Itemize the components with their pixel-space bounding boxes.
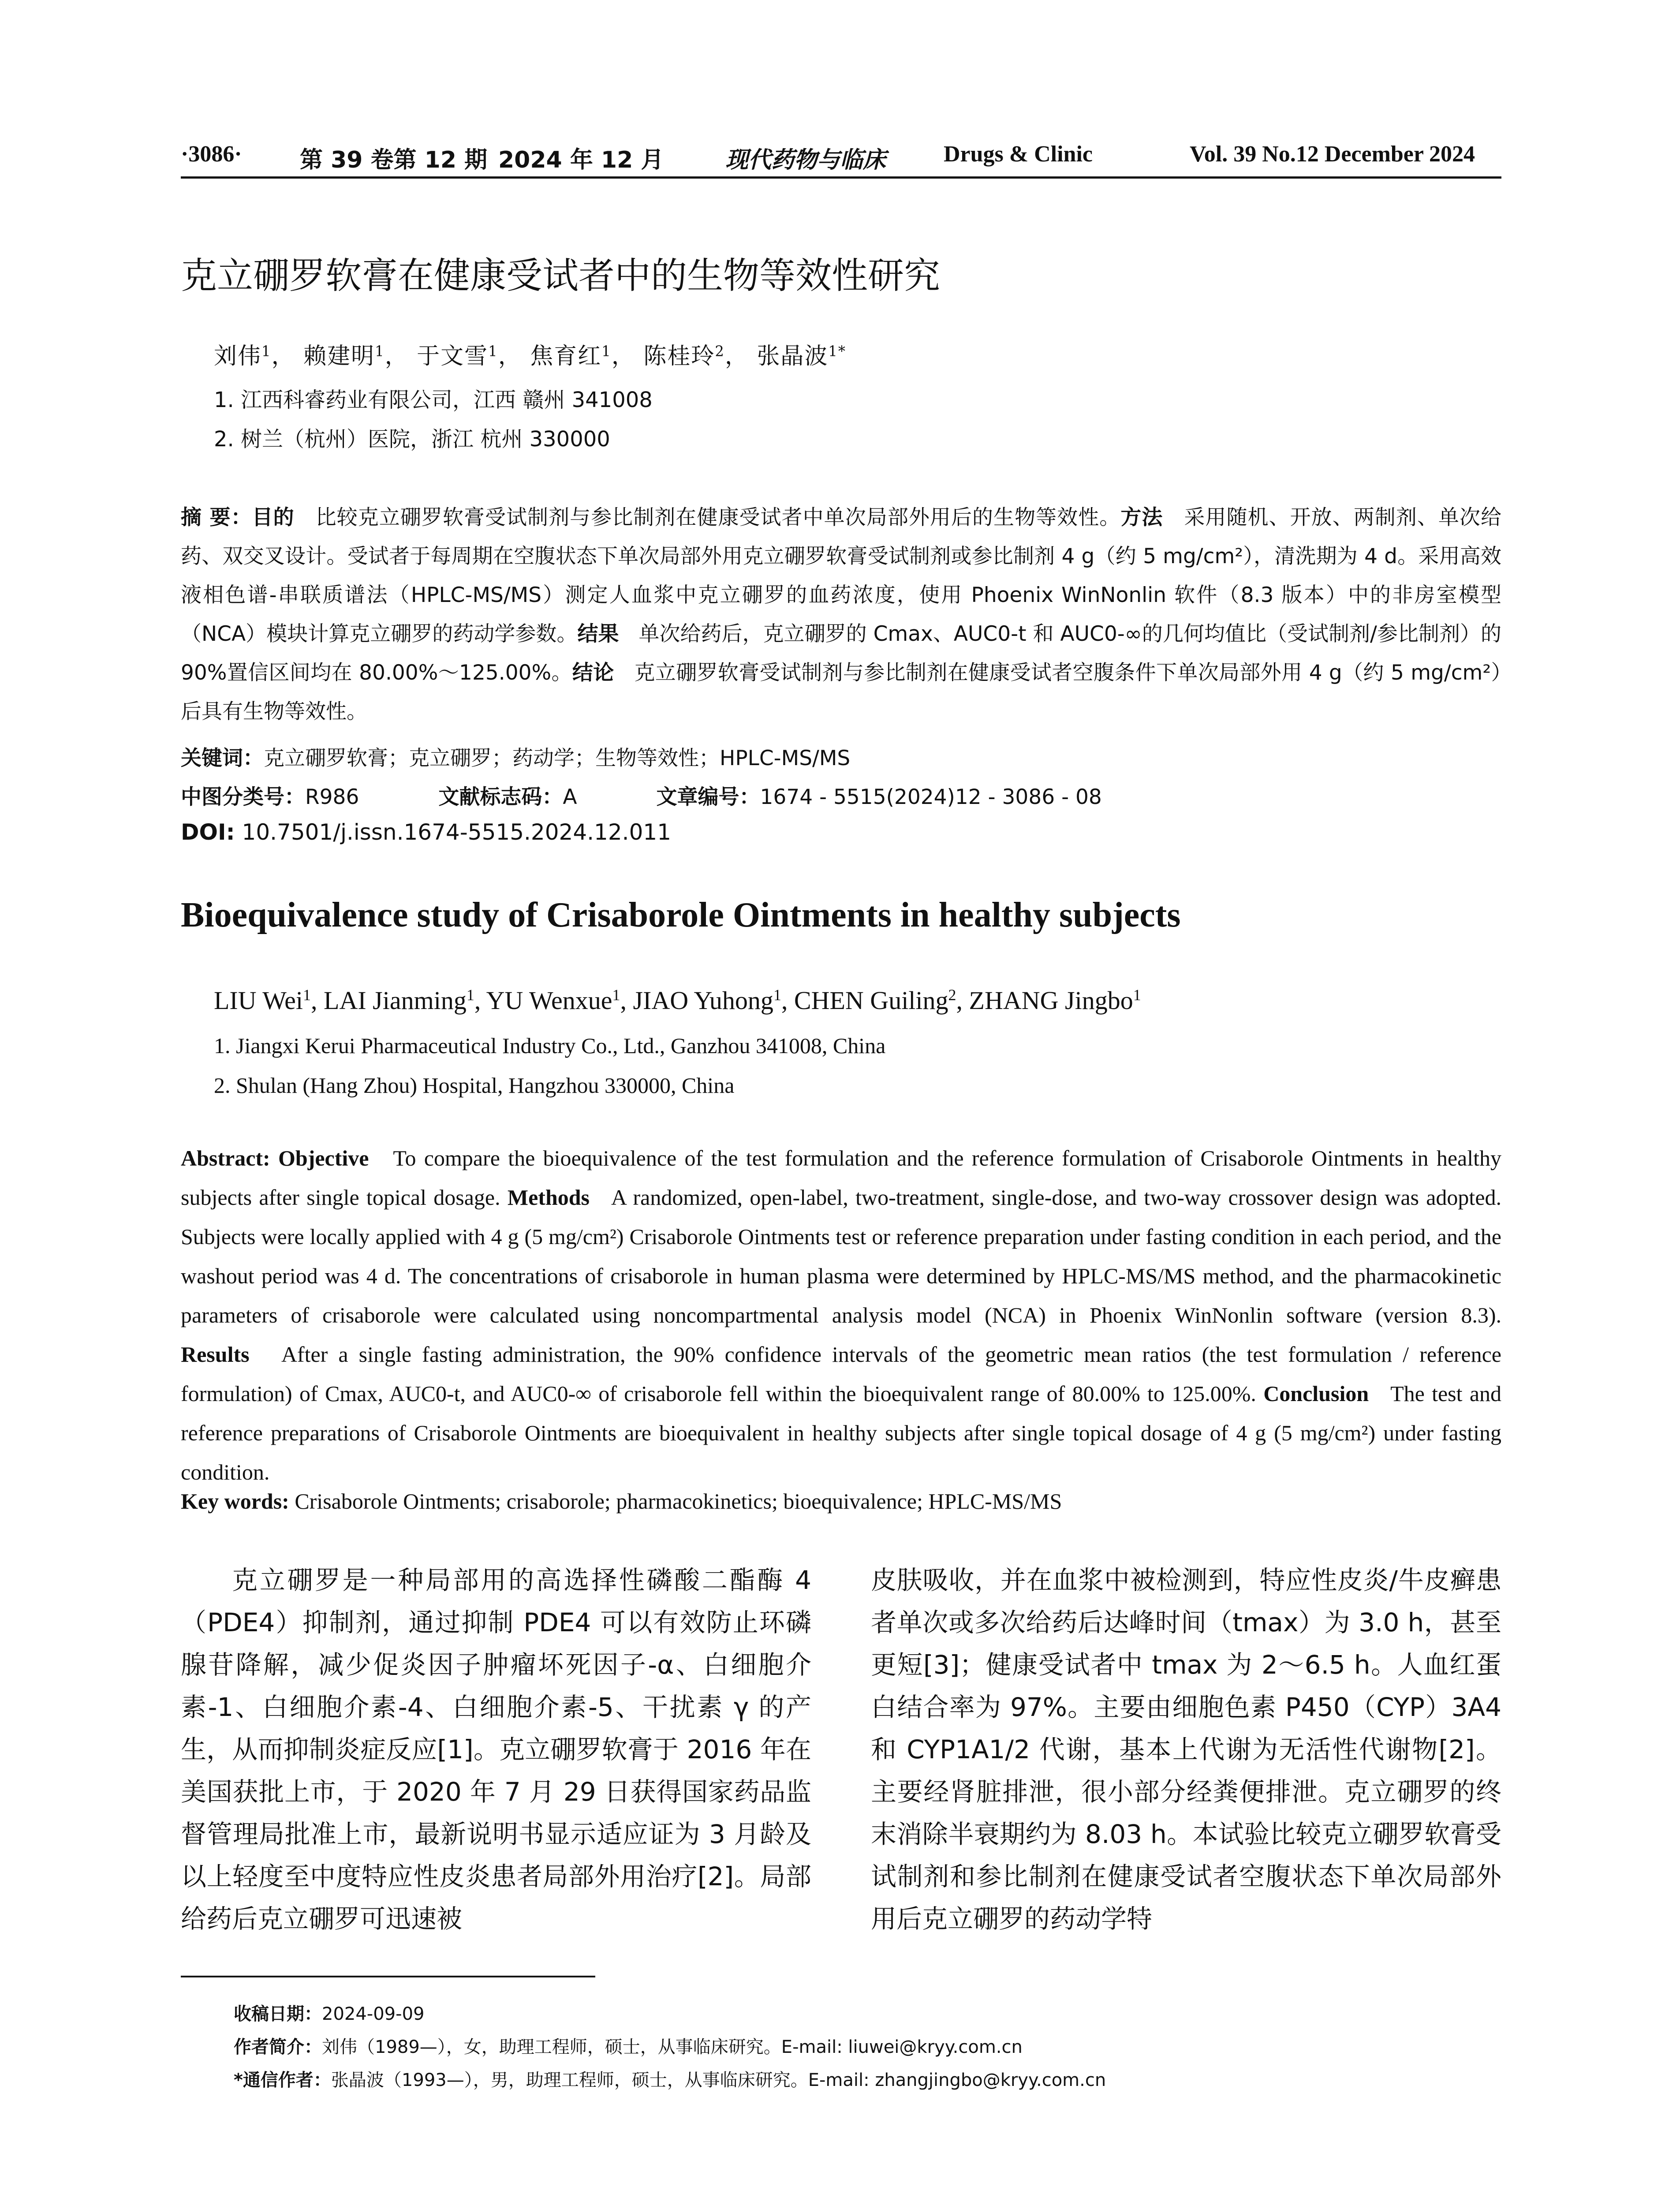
affiliation-cn-1: 1. 江西科睿药业有限公司，江西 赣州 341008 — [214, 388, 653, 412]
title-cn: 克立硼罗软膏在健康受试者中的生物等效性研究 — [181, 255, 941, 297]
date-cn: 2024 年 12 月 — [498, 147, 664, 173]
abstract-en-results: After a single fasting administration, the 90% confidence intervals of the geometric mean ratios (the test formulation / reference formulation) of Cmax, AUC0-t, and AUC0-∞ of crisaborole fell within the bioequivalent range of 80.00% to 125.00%. — [181, 1342, 1501, 1406]
doc-label: 文献标志码： — [438, 785, 563, 809]
abstract-results: 单次给药后，克立硼罗的 Cmax、AUC0-t 和 AUC0-∞的几何均值比（受试制剂/参比制剂）的 90%置信区间均在 80.00%～125.00%。 — [181, 622, 1502, 685]
abstract-methods: 采用随机、开放、两制剂、单次给药、双交叉设计。受试者于每周期在空腹状态下单次局部外用克立硼罗软膏受试制剂或参比制剂 4 g（约 5 mg/cm²），清洗期为 4 d。采用高效液相色谱-串联质谱法（HPLC-MS/MS）测定人血浆中克立硼罗的血药浓度，使用 Phoenix WinNonlin 软件（8.3 版本）中的非房室模型（NCA）模块计算克立硼罗的药动学参数。 — [181, 505, 1502, 646]
affiliation-cn-2: 2. 树兰（杭州）医院，浙江 杭州 330000 — [214, 427, 610, 452]
footnote-received — [234, 2000, 424, 2025]
footnote-author-bio — [234, 2033, 1023, 2058]
author-cn: 刘伟 — [214, 343, 262, 370]
authors-cn: 刘伟$^1$， 赖建明$^1$， 于文雪$^1$， 焦育红$^1$， 陈桂玲$^2$， 张晶波$^{1*}$ — [214, 343, 847, 370]
keywords-en-label: Key words: — [181, 1489, 289, 1514]
doi-line — [181, 819, 671, 845]
author-cn: 张晶波 — [757, 343, 829, 370]
doi-value[interactable]: 10.7501/j.issn.1674-5515.2024.12.011 — [242, 819, 672, 845]
clc-label: 中图分类号： — [181, 785, 305, 809]
clc-value: R986 — [305, 785, 359, 809]
methods-en-label: Methods — [507, 1185, 590, 1210]
keywords-en — [181, 1488, 1062, 1514]
running-header — [181, 141, 1501, 181]
author-en: YU Wenxue — [486, 986, 612, 1015]
abstract-en-conclusion: The test and reference preparations of Crisaborole Ointments are bioequivalent in healthy subjects after single topical dosage of 4 g (5 mg/cm²) under fasting condition. — [181, 1381, 1502, 1484]
issue-en: Vol. 39 No.12 December 2024 — [1190, 142, 1475, 167]
abstract-label: 摘 要： — [181, 505, 252, 530]
footnote-text: 刘伟（1989—），女，助理工程师，硕士，从事临床研究。E-mail: liuwei@kryy.com.cn — [322, 2037, 1023, 2057]
author-en: LIU Wei — [214, 986, 303, 1015]
footnote-label: 作者简介： — [234, 2037, 322, 2057]
title-en: Bioequivalence study of Crisaborole Ointments in healthy subjects — [181, 896, 1181, 934]
author-en: ZHANG Jingbo — [969, 986, 1133, 1015]
keywords-text: 克立硼罗软膏；克立硼罗；药动学；生物等效性；HPLC-MS/MS — [264, 746, 851, 770]
footnote-rule — [181, 1976, 595, 1977]
results-en-label: Results — [181, 1342, 250, 1367]
footnote-label: *通信作者： — [234, 2070, 331, 2090]
affiliation-en-2: 2. Shulan (Hang Zhou) Hospital, Hangzhou 330000, China — [214, 1073, 735, 1098]
doi-label: DOI: — [181, 819, 235, 845]
footnote-corresponding — [234, 2066, 1106, 2091]
footnote-text: 2024-09-09 — [322, 2004, 425, 2024]
body-column-left: 克立硼罗是一种局部用的高选择性磷酸二酯酶 4（PDE4）抑制剂，通过抑制 PDE4 可以有效防止环磷腺苷降解，减少促炎因子肿瘤坏死因子-α、白细胞介素-1、白细胞介素-4、白细胞介素-5、干扰素 γ 的产生，从而抑制炎症反应[1]。克立硼罗软膏于 2016 年在美国获批上市，于 2020 年 7 月 29 日获得国家药品监督管理局批准上市，最新说明书显示适应证为 3 月龄及以上轻度至中度特应性皮炎患者局部外用治疗[2]。局部给药后克立硼罗可迅速被 — [181, 1565, 811, 1934]
doc-value: A — [563, 785, 577, 809]
abstract-objective: 比较克立硼罗软膏受试制剂与参比制剂在健康受试者中单次局部外用后的生物等效性。 — [315, 505, 1121, 530]
conclusion-label: 结论 — [572, 661, 614, 685]
keywords-cn — [181, 742, 850, 771]
keywords-en-text: Crisaborole Ointments; crisaborole; pharmacokinetics; bioequivalence; HPLC-MS/MS — [295, 1489, 1062, 1514]
abstract-cn — [181, 498, 1501, 731]
author-en: JIAO Yuhong — [633, 986, 773, 1015]
author-en: CHEN Guiling — [794, 986, 948, 1015]
affiliation-en-1: 1. Jiangxi Kerui Pharmaceutical Industry Co., Ltd., Ganzhou 341008, China — [214, 1033, 886, 1058]
abstract-en-objective: To compare the bioequivalence of the test formulation and the reference formulation of Crisaborole Ointments in healthy subjects after single topical dosage. — [181, 1146, 1502, 1210]
keywords-label: 关键词： — [181, 746, 264, 770]
abstract-en-methods: A randomized, open-label, two-treatment, single-dose, and two-way crossover design was adopted. Subjects were locally applied with 4 g (5 mg/cm²) Crisaborole Ointments test or reference preparation under fasting condition in each period, and the washout period was 4 d. The concentrations of crisaborole in human plasma were determined by HPLC-MS/MS method, and the pharmacokinetic parameters of crisaborole were calculated using noncompartmental analysis model (NCA) in Phoenix WinNonlin software (version 8.3). — [181, 1185, 1502, 1327]
results-label: 结果 — [577, 622, 619, 646]
issue-cn: 第 39 卷第 12 期 — [300, 147, 488, 173]
journal-en: Drugs & Clinic — [944, 142, 1093, 167]
author-cn: 陈桂玲 — [643, 343, 715, 370]
objective-label: 目的 — [252, 505, 295, 530]
header-rule — [181, 176, 1501, 179]
journal-cn: 现代药物与临床 — [725, 147, 886, 173]
article-value: 1674 - 5515(2024)12 - 3086 - 08 — [760, 785, 1102, 809]
classification-line — [181, 781, 1102, 810]
body-column-right: 皮肤吸收，并在血浆中被检测到，特应性皮炎/牛皮癣患者单次或多次给药后达峰时间（tmax）为 3.0 h，甚至更短[3]；健康受试者中 tmax 为 2～6.5 h。人血红蛋白结合率为 97%。主要由细胞色素 P450（CYP）3A4 和 CYP1A1/2 代谢，基本上代谢为无活性代谢物[2]。主要经肾脏排泄，很小部分经粪便排泄。克立硼罗的终末消除半衰期约为 8.03 h。本试验比较克立硼罗软膏受试制剂和参比制剂在健康受试者空腹状态下单次局部外用后克立硼罗的药动学特 — [871, 1565, 1501, 1934]
footnote-label: 收稿日期： — [234, 2004, 322, 2024]
authors-en: LIU Wei$^1$, LAI Jianming$^1$, YU Wenxue$^1$, JIAO Yuhong$^1$, CHEN Guiling$^2$, ZHANG Jingbo$^1$ — [214, 986, 1141, 1015]
author-cn: 于文雪 — [417, 343, 489, 370]
footnote-text: 张晶波（1993—），男，助理工程师，硕士，从事临床研究。E-mail: zhangjingbo@kryy.com.cn — [331, 2070, 1106, 2090]
abstract-en-label: Abstract: Objective — [181, 1146, 369, 1170]
page-number: ·3086· — [181, 142, 242, 167]
author-cn: 焦育红 — [530, 343, 602, 370]
conclusion-en-label: Conclusion — [1263, 1381, 1369, 1406]
methods-label: 方法 — [1120, 505, 1163, 530]
abstract-conclusion: 克立硼罗软膏受试制剂与参比制剂在健康受试者空腹条件下单次局部外用 4 g（约 5 mg/cm²）后具有生物等效性。 — [181, 661, 1501, 724]
author-cn: 赖建明 — [303, 343, 375, 370]
author-en: LAI Jianming — [324, 986, 467, 1015]
article-label: 文章编号： — [656, 785, 760, 809]
abstract-en — [181, 1139, 1501, 1492]
